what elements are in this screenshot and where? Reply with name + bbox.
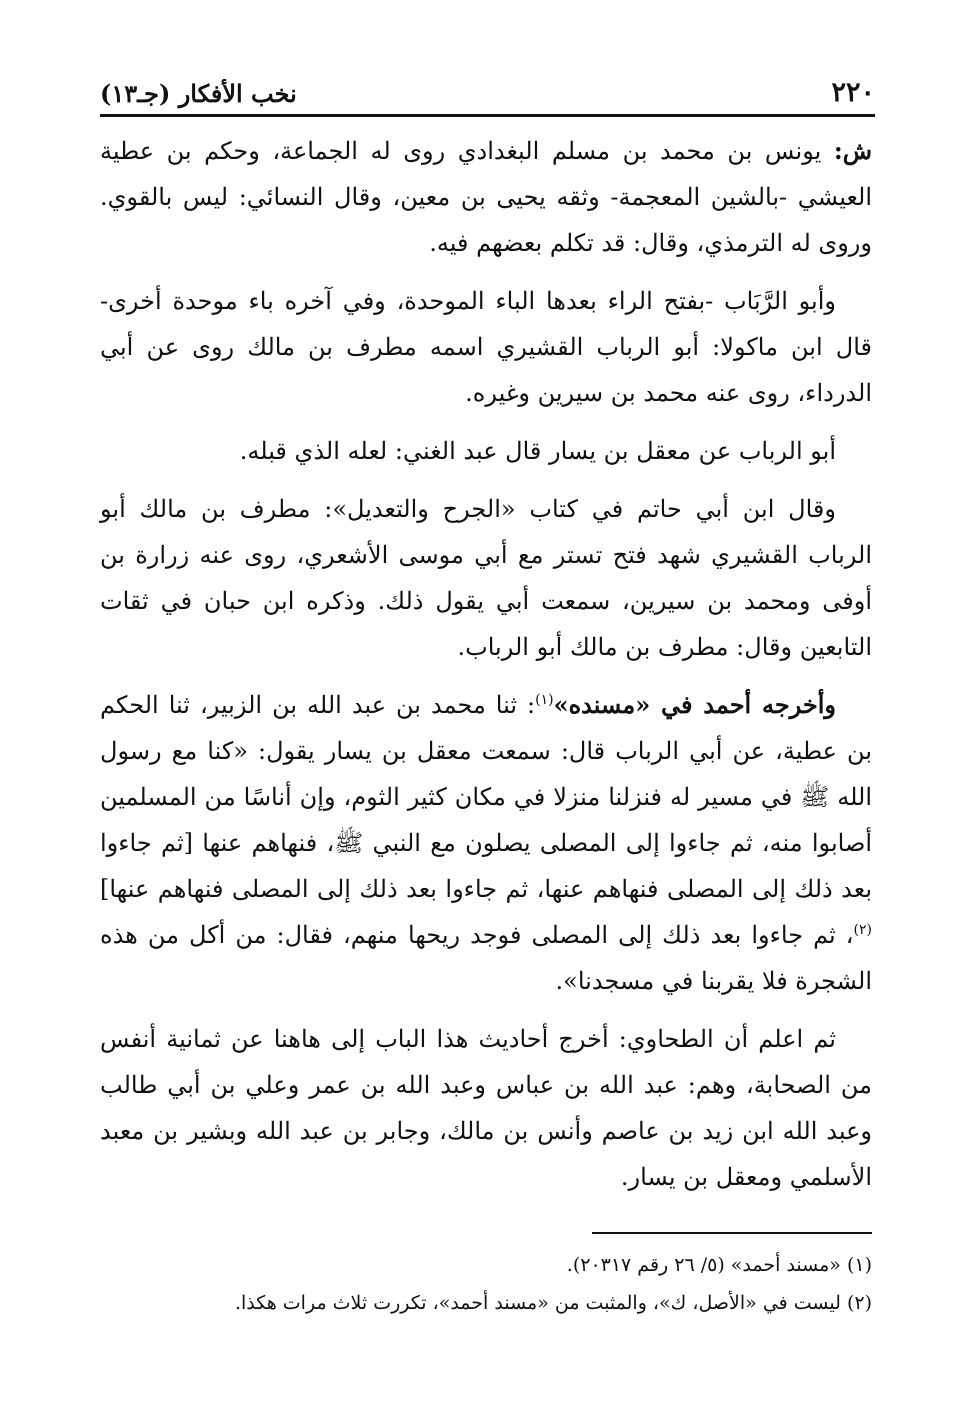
main-text	[100, 128, 872, 1212]
paragraph-1-text: يونس بن محمد بن مسلم البغدادي روى له الجماعة، وحكم بن عطية العيشي -بالشين المعجمة- وثقه يحيى بن معين، وقال النسائي: ليس بالقوي. وروى له الترمذي، وقال: قد تكلم بعضهم فيه.	[100, 137, 872, 257]
footnote-1: (١) «مسند أحمد» (٥/ ٢٦ رقم ٢٠٣١٧).	[566, 1254, 872, 1276]
paragraph-5-text-a: : ثنا محمد بن عبد الله بن الزبير، ثنا الحكم بن عطية، عن أبي الرباب قال: سمعت معقل بن يسار يقول: «كنا مع رسول الله ﷺ في مسير له فنزلنا منزلا في مكان كثير الثوم، وإن أناسًا من المسلمين أصابوا منه، ثم جاءوا إلى المصلى يصلون مع النبي ﷺ، فنهاهم عنها [ثم جاءوا بعد ذلك إلى المصلى فنهاهم عنها، ثم جاءوا بعد ذلك إلى المصلى فنهاهم عنها]	[100, 691, 872, 903]
page-number: ٢٢٠	[831, 77, 875, 108]
paragraph-2: وأبو الرَّبَاب -بفتح الراء بعدها الباء الموحدة، وفي آخره باء موحدة أخرى- قال ابن ماكولا: أبو الرباب القشيري اسمه مطرف بن مالك روى عن أبي الدرداء، روى عنه محمد بن سيرين وغيره.	[100, 287, 872, 407]
footnote-2: (٢) ليست في «الأصل، ك»، والمثبت من «مسند أحمد»، تكررت ثلاث مرات هكذا.	[234, 1292, 872, 1314]
paragraph-4: وقال ابن أبي حاتم في كتاب «الجرح والتعديل»: مطرف بن مالك أبو الرباب القشيري شهد فتح تستر مع أبي موسى الأشعري، روى عنه زرارة بن أوفى ومحمد بن سيرين، سمعت أبي يقول ذلك. وذكره ابن حبان في ثقات التابعين وقال: مطرف بن مالك أبو الرباب.	[100, 495, 872, 661]
footnote-ref-1: (١)	[535, 692, 554, 708]
running-title: نخب الأفكار (جـ١٣)	[100, 79, 297, 108]
paragraph-1-lead: ش:	[833, 136, 872, 165]
footnote-divider	[592, 1232, 872, 1234]
paragraph-6: ثم اعلم أن الطحاوي: أخرج أحاديث هذا الباب إلى هاهنا عن ثمانية أنفس من الصحابة، وهم: عبد الله بن عباس وعبد الله بن عمر وعلي بن أبي طالب وعبد الله ابن زيد بن عاصم وأنس بن مالك، وجابر بن عبد الله وبشير بن معبد الأسلمي ومعقل بن يسار.	[100, 1025, 873, 1191]
paragraph-1	[100, 128, 872, 266]
page-header	[100, 68, 875, 117]
paragraph-5	[100, 682, 872, 1004]
footnote-ref-2: (٢)	[853, 922, 872, 938]
paragraph-3: أبو الرباب عن معقل بن يسار قال عبد الغني: لعله الذي قبله.	[239, 437, 836, 465]
footnotes	[100, 1232, 872, 1322]
paragraph-5-text-b: ، ثم جاءوا بعد ذلك إلى المصلى فوجد ريحها منهم، فقال: من أكل من هذه الشجرة فلا يقربنا في مسجدنا».	[100, 921, 872, 995]
paragraph-5-lead: وأخرجه أحمد في «مسنده»	[553, 690, 836, 719]
